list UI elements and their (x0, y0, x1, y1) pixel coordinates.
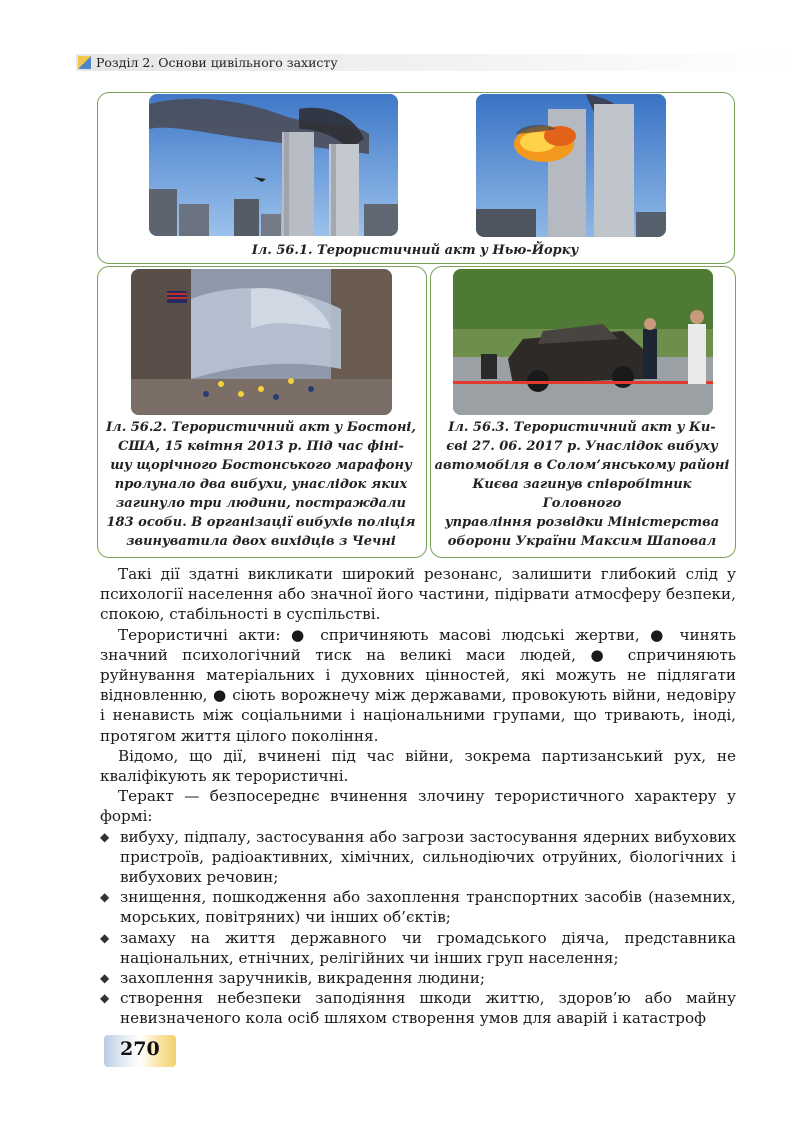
section-title: Розділ 2. Основи цивільного захисту (96, 55, 338, 70)
teract-forms-list (100, 827, 736, 1029)
kyiv-photo (453, 269, 713, 415)
figure-56-1-caption: Іл. 56.1. Терористичний акт у Нью-Йорку (251, 243, 579, 258)
list-item-text: створення небезпеки заподіяння шкоди життю, здоров’ю або майну невизначеного кола осіб шляхом створення умов для аварій і катастроф (120, 989, 736, 1028)
section-marker-icon (78, 56, 91, 69)
fig3-line-1: Іл. 56.3. Терористичний акт у Ки- (448, 420, 716, 435)
bullet-dot-icon: ● (650, 625, 680, 644)
fig2-line-2: США, 15 квітня 2013 р. Під час фіні- (118, 439, 404, 454)
fig3-line-3: автомобіля в Солом’янському районі (434, 458, 730, 473)
diamond-bullet-icon: ◆ (100, 930, 110, 945)
paragraph-teract-definition: Теракт — безпосереднє вчинення злочину терористичного характеру у формі: (100, 787, 736, 826)
diamond-bullet-icon: ◆ (100, 829, 110, 844)
fig3-line-6: оборони України Максим Шаповал (447, 534, 717, 549)
terror-act-effect: сіють ворожнечу між державами, провокують війни, недовіру і ненависть між соціальними і національними групами, що тривають, іноді, протягом життя цілого покоління. (100, 686, 736, 745)
terror-act-effect: спричиняють масові людські жертви, (320, 625, 640, 644)
fig2-line-7: звинуватила двох вихідців з Чечні (126, 534, 396, 549)
boston-photo (131, 269, 392, 415)
paragraph-resonance: Такі дії здатні викликати широкий резонанс, залишити глибокий слід у психології населення або значної його частини, підірвати атмосферу безпеки, спокою, стабільності в суспільстві. (100, 565, 736, 624)
list-item (100, 887, 736, 927)
paragraph-war-actions: Відомо, що дії, вчинені під час війни, зокрема партизанський рух, не кваліфікують як терористичні. (100, 746, 736, 786)
list-item-text: замаху на життя державного чи громадського діяча, представника національних, етнічних, релігійних чи інших груп населення; (120, 928, 736, 967)
list-item-text: вибуху, підпалу, застосування або загрози застосування ядерних вибухових пристроїв, радіоактивних, хімічних, сильнодіючих отруйних, біологічних і вибухових речовин; (120, 827, 736, 887)
fig2-line-5: загинуло три людини, постраждали (116, 496, 406, 511)
terror-acts-lead: Терористичні акти: (118, 625, 291, 644)
fig3-line-5: управління розвідки Міністерства (444, 515, 720, 530)
diamond-bullet-icon: ◆ (100, 890, 110, 905)
bullet-dot-icon: ● (212, 686, 233, 705)
fig2-line-3: шу щорічного Бостонського марафону (110, 458, 412, 473)
figure-56-3-caption (432, 418, 732, 551)
fig3-line-2: єві 27. 06. 2017 р. Унаслідок вибуху (446, 439, 718, 454)
terror-act-effect: чинять значний психологічний тиск на великі маси людей, (100, 625, 736, 664)
fig2-line-1: Іл. 56.2. Терористичний акт у Бостоні, (106, 420, 416, 435)
main-text (100, 564, 736, 1029)
nyc-photo-right (476, 94, 666, 237)
list-item-text: захоплення заручників, викрадення людини; (120, 969, 485, 988)
nyc-photo-left (149, 94, 398, 236)
list-item (100, 928, 736, 968)
list-item (100, 968, 736, 988)
terror-act-effect: спричиняють руйнування матеріальних і духовних цінностей, які можуть не підлягати відновленню, (100, 645, 737, 705)
paragraph-terror-acts (100, 625, 736, 746)
list-item (100, 827, 736, 888)
page-number: 270 (120, 1038, 160, 1060)
figure-56-2-caption (100, 418, 422, 551)
bullet-dot-icon: ● (590, 645, 628, 664)
diamond-bullet-icon: ◆ (100, 991, 110, 1006)
list-item-text: знищення, пошкодження або захоплення транспортних засобів (наземних, морських, повітряних) чи інших об’єктів; (120, 888, 736, 927)
bullet-dot-icon: ● (290, 625, 321, 644)
list-item (100, 988, 736, 1028)
fig2-line-6: 183 особи. В організації вибухів поліція (106, 515, 416, 530)
fig2-line-4: пролунало два вибухи, унаслідок яких (114, 477, 408, 492)
diamond-bullet-icon: ◆ (100, 971, 110, 986)
fig3-line-4: Києва загинув співробітник Головного (472, 477, 692, 511)
